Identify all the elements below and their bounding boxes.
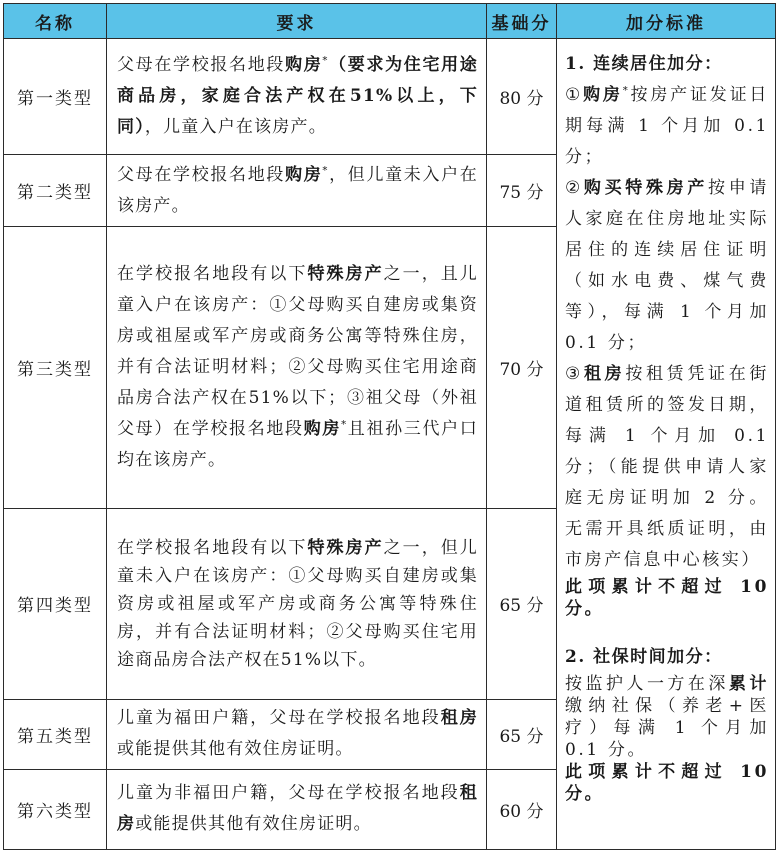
text-run: ① — [565, 85, 584, 105]
emphasis-text: 购房 — [303, 419, 342, 440]
base-score: 65 分 — [487, 509, 557, 699]
emphasis-text: 累计 — [728, 674, 769, 694]
type-name: 第六类型 — [4, 769, 107, 849]
residence-cap: 此项累计不超过 10 分。 — [565, 577, 769, 619]
base-score: 60 分 — [487, 769, 557, 849]
text-run: 在学校报名地段有以下 — [117, 264, 308, 285]
emphasis-text: 购买特殊房产 — [583, 178, 709, 198]
text-run: ② — [565, 178, 584, 198]
text-run: 儿童为福田户籍，父母在学校报名地段 — [117, 708, 441, 729]
emphasis-text: 购房 — [285, 55, 323, 76]
emphasis-text: 租房 — [440, 708, 478, 729]
requirement-text — [107, 39, 487, 155]
text-run: 按房产证发证日期每满 1 个月加 0.1 分； — [565, 85, 770, 167]
header-base-score: 基础分 — [487, 4, 557, 39]
text-run: 父母在学校报名地段 — [117, 164, 286, 185]
text-run: 按监护人一方在深 — [565, 674, 729, 694]
text-run: ③ — [565, 364, 584, 384]
requirement-text — [107, 769, 487, 849]
continuous-residence-title: 1. 连续居住加分： — [565, 54, 723, 74]
text-run: 父母在学校报名地段 — [117, 55, 286, 76]
type-name: 第三类型 — [4, 227, 107, 509]
text-run: 或能提供其他有效住房证明。 — [135, 814, 372, 835]
social-security-title: 2. 社保时间加分： — [565, 647, 723, 667]
table-row-type1 — [4, 39, 776, 155]
base-score: 80 分 — [487, 39, 557, 155]
footnote-mark: * — [622, 85, 631, 97]
text-run: ，但儿童未入户在该房产。 — [117, 164, 479, 216]
emphasis-text: 租房 — [583, 364, 626, 384]
text-run: 儿童为非福田户籍，父母在学校报名地段 — [117, 783, 460, 804]
text-run: 按申请人家庭在住房地址实际居住的连续居住证明（如水电费、煤气费等），每满 1 个月加 0.1 分； — [565, 178, 769, 353]
emphasis-text: 租房 — [117, 783, 478, 835]
text-run: ，儿童入户在该房产。 — [144, 117, 327, 138]
text-run: 按租赁凭证在街道租赁所的签发日期，每满 1 个月加 0.1 分；（能提供申请人家庭无房证明加 2 分。无需开具纸质证明，由市房产信息中心核实） — [565, 364, 770, 570]
criteria-special-housing — [565, 173, 769, 359]
emphasis-text: 特殊房产 — [307, 264, 384, 285]
text-run: 缴纳社保（养老+医疗）每满 1 个月加 0.1 分。 — [565, 696, 769, 760]
header-bonus-criteria: 加分标准 — [557, 4, 776, 39]
base-score: 70 分 — [487, 227, 557, 509]
type-name: 第二类型 — [4, 155, 107, 227]
header-row — [4, 4, 776, 39]
type-name: 第四类型 — [4, 509, 107, 699]
text-run: 之一，但儿童未入户在该房产：①父母购买自建房或集资房或祖屋或军产房或商务公寓等特殊住房，并有合法证明材料；②父母购买住宅用途商品房合法产权在51%以下。 — [117, 537, 478, 670]
requirement-text — [107, 509, 487, 699]
criteria-purchase — [565, 80, 769, 173]
header-name: 名称 — [4, 4, 107, 39]
text-run: 在学校报名地段有以下 — [117, 537, 308, 558]
criteria-rental — [565, 359, 769, 576]
text-run: 之一，且儿童入户在该房产：①父母购买自建房或集资房或祖屋或军产房或商务公寓等特殊住房，并有合法证明材料；②父母购买住宅用途商品房合法产权在51%以下；③祖父母（外祖父母）在学校报名地段 — [117, 264, 478, 440]
base-score: 75 分 — [487, 155, 557, 227]
type-name: 第五类型 — [4, 699, 107, 769]
footnote-mark: * — [341, 419, 348, 431]
text-run: 且祖孙三代户口均在该房产。 — [117, 419, 479, 471]
requirement-text — [107, 699, 487, 769]
base-score: 65 分 — [487, 699, 557, 769]
header-requirement: 要求 — [107, 4, 487, 39]
criteria-social-security — [565, 673, 769, 761]
requirement-text — [107, 227, 487, 509]
type-name: 第一类型 — [4, 39, 107, 155]
emphasis-text: 购房 — [583, 85, 623, 105]
emphasis-text: （要求为住宅用途商品房，家庭合法产权在51%以上，下同） — [117, 55, 479, 138]
emphasis-text: 购房 — [285, 164, 323, 185]
bonus-criteria-cell — [557, 39, 776, 850]
emphasis-text: 特殊房产 — [307, 537, 384, 558]
footnote-mark: * — [322, 165, 329, 177]
requirement-text — [107, 155, 487, 227]
text-run: 或能提供其他有效住房证明。 — [117, 739, 354, 760]
admission-points-table — [3, 3, 776, 850]
footnote-mark: * — [322, 55, 329, 67]
social-security-cap: 此项累计不超过 10 分。 — [565, 762, 769, 804]
